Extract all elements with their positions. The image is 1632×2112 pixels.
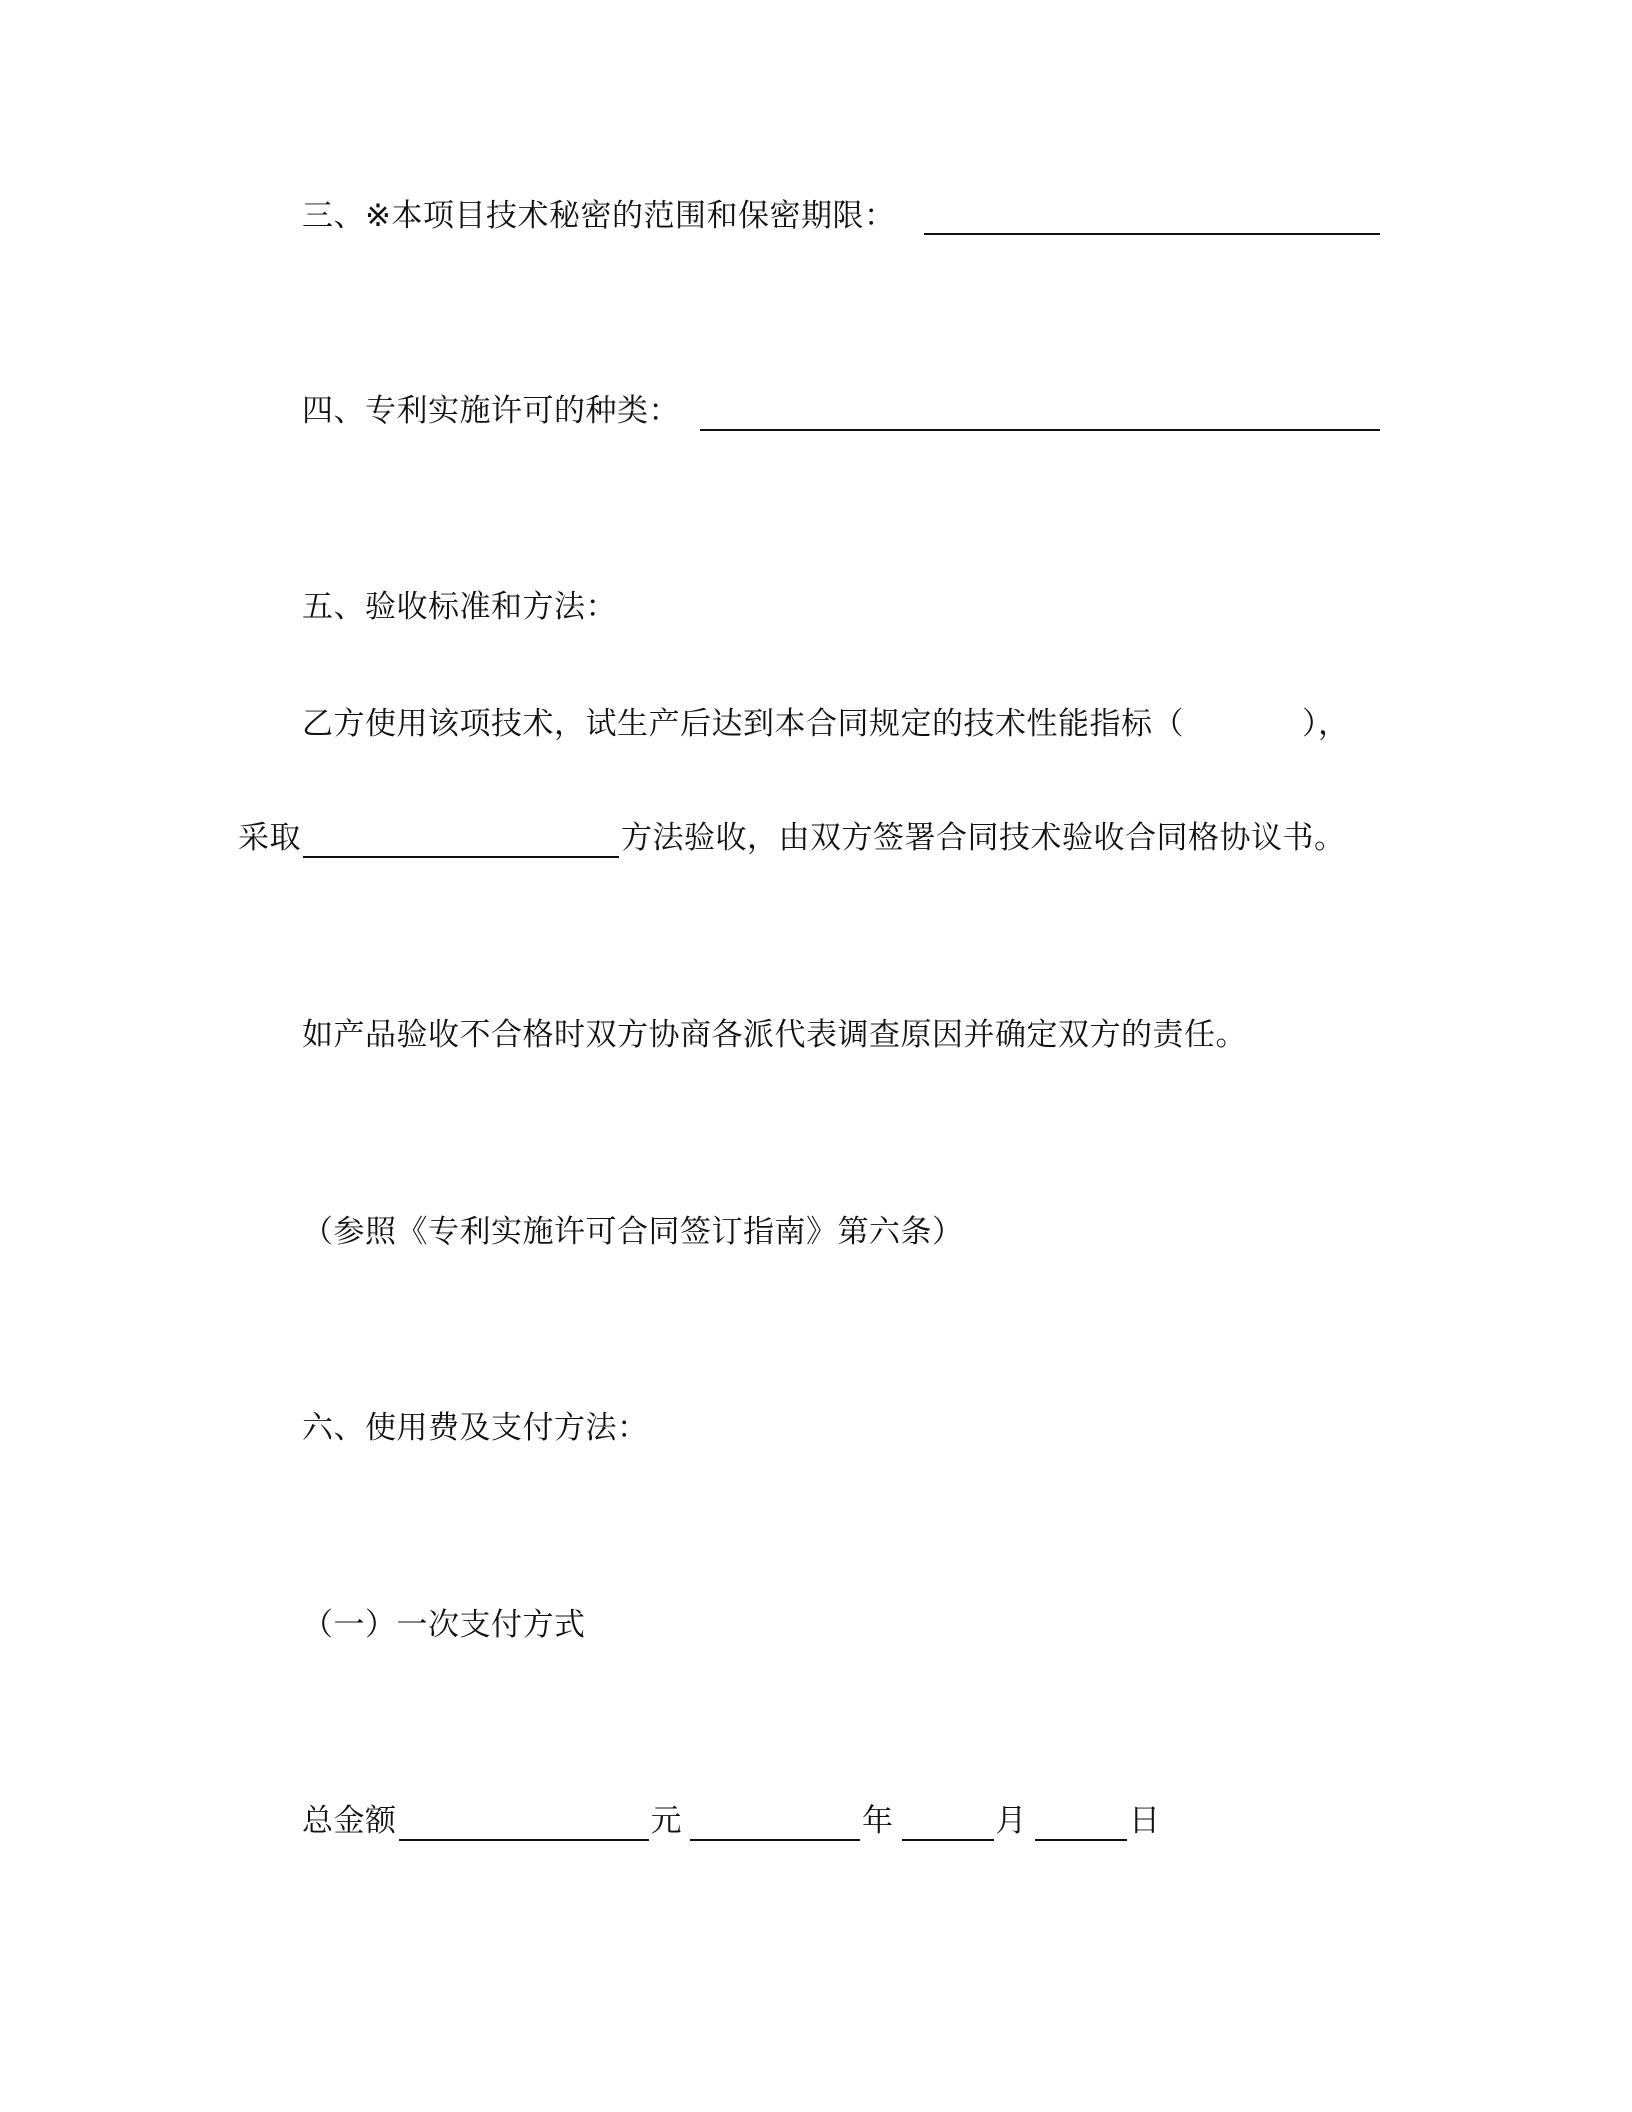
acceptance-method-field[interactable] <box>303 824 619 858</box>
total-amount-field[interactable] <box>399 1807 649 1841</box>
section5-para2 <box>238 818 1346 858</box>
section3-heading: 三、※本项目技术秘密的范围和保密期限： <box>302 198 896 234</box>
section5-para1-close: ）， <box>1302 706 1350 742</box>
month-field[interactable] <box>902 1807 994 1841</box>
section5-para1-text: 乙方使用该项技术，试生产后达到本合同规定的技术性能指标（ <box>302 706 1184 742</box>
payment-row <box>302 1801 1161 1841</box>
month-label: 月 <box>995 1803 1027 1839</box>
section4-license-type-field[interactable] <box>700 429 1380 431</box>
section4-heading: 四、专利实施许可的种类： <box>302 393 680 429</box>
year-label: 年 <box>862 1803 894 1839</box>
day-label: 日 <box>1129 1803 1161 1839</box>
section5-reference: （参照《专利实施许可合同签订指南》第六条） <box>302 1214 964 1250</box>
total-amount-label: 总金额 <box>302 1803 397 1839</box>
day-field[interactable] <box>1035 1807 1127 1841</box>
section5-heading: 五、验收标准和方法： <box>302 589 617 625</box>
section5-para2-text: 方法验收，由双方签署合同技术验收合同格协议书。 <box>621 820 1346 856</box>
section5-para1 <box>302 704 1350 744</box>
section6-sub1: （一）一次支付方式 <box>302 1607 586 1643</box>
section6-heading: 六、使用费及支付方法： <box>302 1410 649 1446</box>
yuan-label: 元 <box>650 1803 682 1839</box>
year-field[interactable] <box>690 1807 860 1841</box>
section5-para2-prefix: 采取 <box>238 820 301 856</box>
section5-para3: 如产品验收不合格时双方协商各派代表调查原因并确定双方的责任。 <box>302 1017 1247 1053</box>
section3-scope-field[interactable] <box>924 233 1380 235</box>
